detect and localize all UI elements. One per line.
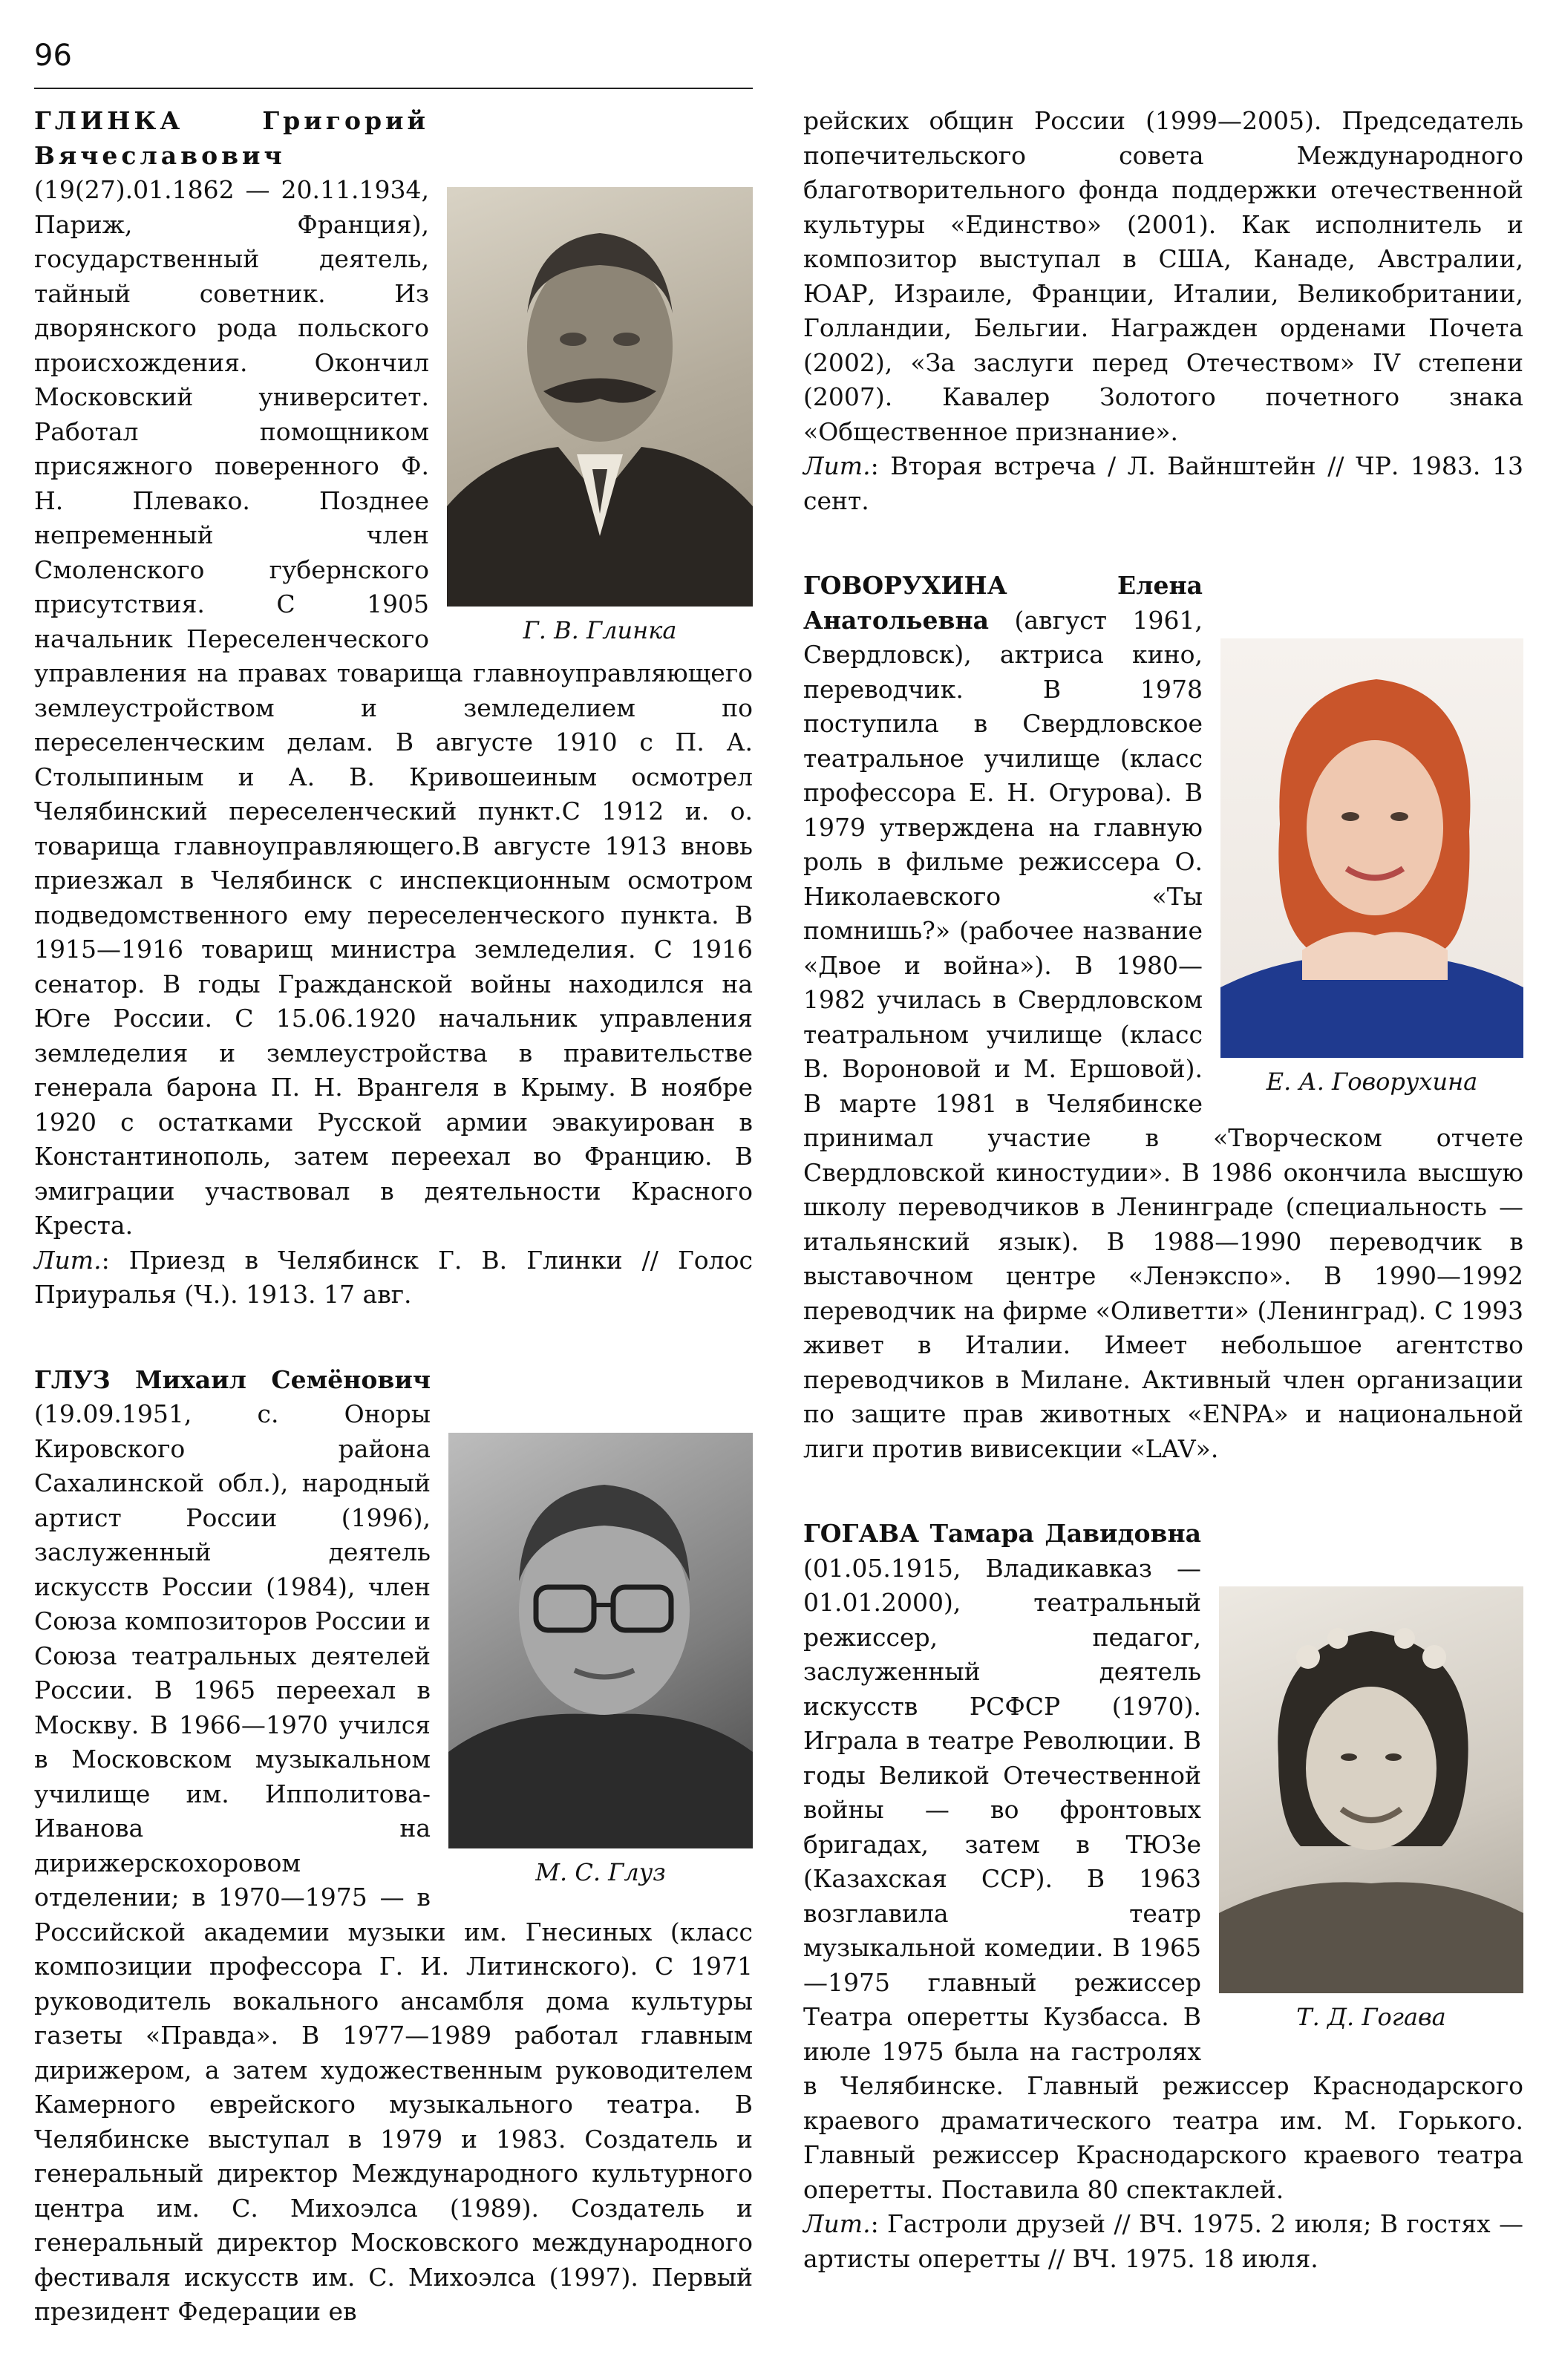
portrait-gluz-image <box>448 1433 753 1848</box>
entry-gogava <box>803 1517 1523 2276</box>
caption-glinka: Г. В. Глинка <box>523 616 677 644</box>
headword-gluz: ГЛУЗ Михаил Семёнович <box>34 1364 431 1394</box>
lit-label-gogava: Лит. <box>803 2209 871 2238</box>
lit-label-gluz: Лит. <box>803 451 871 480</box>
lit-text-glinka: : Приезд в Челябинск Г. В. Глинки // Голос Приуралья (Ч.). 1913. 17 авг. <box>34 1245 753 1309</box>
lit-text-gluz: : Вторая встреча / Л. Вайнштейн // ЧР. 1983. 13 сент. <box>803 451 1523 515</box>
lit-gluz <box>803 449 1523 518</box>
lit-label-glinka: Лит. <box>34 1245 102 1275</box>
text-gluz-cont-para <box>803 104 1523 449</box>
lit-gogava <box>803 2207 1523 2276</box>
text-gluz: (19.09.1951, с. Оноры Кировского района Сахалинской обл.), народный артист России (1996), заслуженный деятель искусств России (1984), член Союза композиторов России и Союза театральных деятелей России. В 1965 переехал в Москву. В 1966—1970 учился в Московском музыкальном училище им. Ипполитова-Иванова на дирижерскохоровом отделении; в 1970—1975 — в Российской академии музыки им. Гнесиных (класс композиции профессора Г. И. Литинского). С 1971 руководитель вокального ансамбля дома культуры газеты «Правда». В 1977—1989 работал главным дирижером, а затем художественным руководителем Камерного еврейского музыкального театра. В Челябинске выступал в 1979 и 1983. Создатель и генеральный директор Международного культурного центра им. С. Михоэлса (1989). Создатель и генеральный директор Московского международного фестиваля искусств им. С. Михоэлса (1997). Первый президент Федерации ев <box>34 1399 753 2326</box>
text-gogava: (01.05.1915, Владикавказ — 01.01.2000), театральный режиссер, педагог, заслуженный деятель искусств РСФСР (1970). Играла в театре Революции. В годы Великой Отечественной войны — во фронтовых бригадах, затем в ТЮЗе (Казахская ССР). В 1963 возглавила театр музыкальной комедии. В 1965—1975 главный режиссер Театра оперетты Кузбасса. В июле 1975 была на гастролях в Челябинске. Главный режиссер Краснодарского краевого драматического театра им. М. Горького. Главный режиссер Краснодарского краевого театра оперетты. Поставила 80 спектаклей. <box>803 1553 1523 2204</box>
left-column <box>34 104 753 2380</box>
portrait-gogava-image <box>1219 1586 1523 1993</box>
text-govorukhina: (август 1961, Свердловск), актриса кино, переводчик. В 1978 поступила в Свердловское театральное училище (класс профессора Е. Н. Огурова). В 1979 утверждена на главную роль в фильме режиссера О. Николаевского «Ты помнишь?» (рабочее название «Двое и война»). В 1980—1982 училась в Свердловском театральном училище (класс В. Вороновой и М. Ершовой). В марте 1981 в Челябинске принимал участие в «Творческом отчете Свердловской киностудии». В 1986 окончила высшую школу переводчиков в Ленинграде (специальность — итальянский язык). В 1988—1990 переводчик в выставочном центре «Ленэкспо». В 1990—1992 переводчик на фирме «Оливетти» (Ленинград). С 1993 живет в Италии. Имеет небольшое агентство переводчиков в Милане. Активный член организации по защите прав животных «ENPA» и национальной лиги против вивисекции «LAV». <box>803 605 1523 1463</box>
headword-glinka: ГЛИНКА Григорий Вячеславович <box>34 106 429 170</box>
portrait-gogava <box>1219 1586 1523 1993</box>
figure-glinka <box>447 187 753 645</box>
headword-gogava: ГОГАВА Тамара Давидовна <box>803 1519 1201 1548</box>
lit-text-gogava: : Гастроли друзей // ВЧ. 1975. 2 июля; В гостях — артисты оперетты // ВЧ. 1975. 18 июля. <box>803 2209 1523 2273</box>
entry-gluz <box>34 1363 753 2330</box>
caption-gogava: Т. Д. Гогава <box>1296 2003 1446 2031</box>
portrait-glinka <box>447 187 753 607</box>
portrait-govorukhina-image <box>1220 638 1523 1058</box>
header-rule <box>34 88 753 89</box>
portrait-gluz <box>448 1433 753 1848</box>
text-gluz-cont: рейских общин России (1999—2005). Председатель попечительского совета Международного благотворительного фонда поддержки отечественной культуры «Единство» (2001). Как исполнитель и композитор выступал в США, Канаде, Австралии, ЮАР, Израиле, Франции, Италии, Великобритании, Голландии, Бельгии. Награжден орденами Почета (2002), «За заслуги перед Отечеством» IV степени (2007). Кавалер Золотого почетного знака «Общественное признание». <box>803 106 1523 446</box>
entry-govorukhina <box>803 569 1523 1466</box>
entry-gluz-continued <box>803 104 1523 518</box>
portrait-govorukhina <box>1220 638 1523 1058</box>
figure-gogava <box>1219 1586 1523 2032</box>
figure-govorukhina <box>1220 638 1523 1096</box>
right-column <box>803 104 1523 2327</box>
lit-glinka <box>34 1243 753 1312</box>
entry-glinka <box>34 104 753 1312</box>
portrait-glinka-image <box>447 187 753 607</box>
headword-govorukhina: ГОВОРУХИНА Елена Анатольевна <box>803 571 1203 635</box>
caption-govorukhina: Е. А. Говорухина <box>1266 1068 1478 1096</box>
text-glinka: (19(27).01.1862 — 20.11.1934, Париж, Франция), государственный деятель, тайный советник. Из дворянского рода польского происхождения. Окончил Московский университет. Работал помощником присяжного поверенного Ф. Н. Плевако. Позднее непременный член Смоленского губернского присутствия. С 1905 начальник Переселенческого управления на правах товарища главноуправляющего землеустройством и земледелием по переселенческим делам. В августе 1910 с П. А. Столыпиным и А. В. Кривошеиным осмотрел Челябинский переселенческий пункт.С 1912 и. о. товарища главноуправляющего.В августе 1913 вновь приезжал в Челябинск с инспекционным осмотром подведомственного ему переселенческого пункта. В 1915—1916 товарищ министра земледелия. С 1916 сенатор. В годы Гражданской войны находился на Юге России. С 15.06.1920 начальник управления земледелия и землеустройства в правительстве генерала барона П. Н. Врангеля в Крыму. В ноябре 1920 с остатками Русской армии эвакуирован в Константинополь, затем переехал во Францию. В эмиграции участвовал в деятельности Красного Креста. <box>34 175 753 1240</box>
figure-gluz <box>448 1433 753 1887</box>
caption-gluz: М. С. Глуз <box>535 1857 666 1886</box>
page-number: 96 <box>34 39 72 73</box>
